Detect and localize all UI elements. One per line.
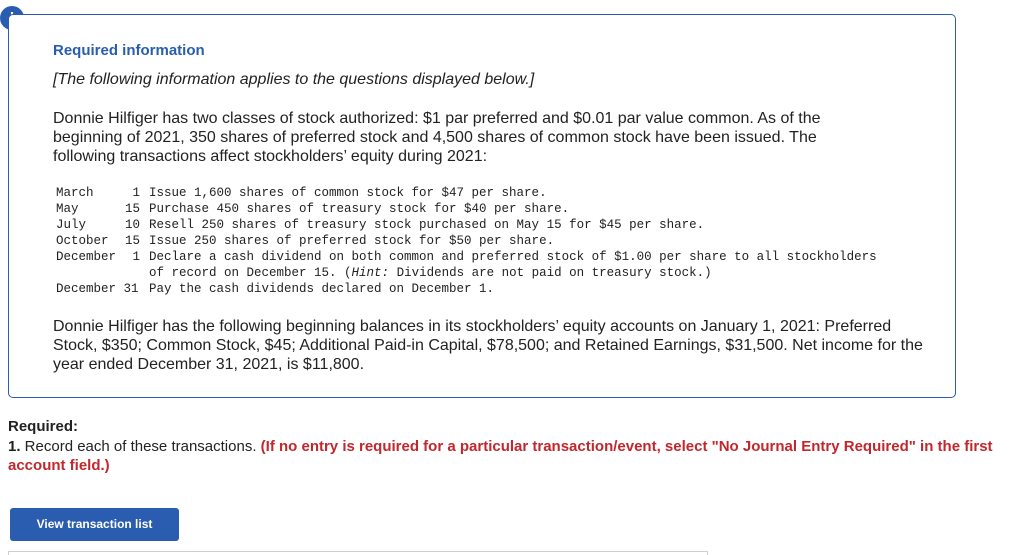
tx-month: May xyxy=(56,202,79,216)
transaction-row xyxy=(56,201,879,217)
tx-month: March xyxy=(56,186,94,200)
item-note: (If no entry is required for a particular transaction/event, select "No Journal Entry Required" in the first account field.) xyxy=(8,438,993,474)
required-information-panel xyxy=(8,14,956,398)
tx-description: Purchase 450 shares of treasury stock for $40 per share. xyxy=(149,202,570,216)
hint-label: Hint: xyxy=(351,266,390,280)
tx-description: Pay the cash dividends declared on December 1. xyxy=(149,282,495,296)
tx-description xyxy=(149,249,879,281)
info-paragraph-1: Donnie Hilfiger has two classes of stock authorized: $1 par preferred and $0.01 par value common. As of the beginning of 2021, 350 shares of preferred stock and 4,500 shares of common stock have been issued. The following transactions affect stockholders’ equity during 2021: xyxy=(53,110,821,165)
tx-day: 15 xyxy=(124,234,140,248)
journal-panel-edge xyxy=(8,551,708,555)
transaction-row xyxy=(56,217,879,233)
view-transaction-list-button[interactable]: View transaction list xyxy=(10,508,179,541)
tx-month: December 31 xyxy=(56,282,139,296)
info-paragraph-2: Donnie Hilfiger has the following beginning balances in its stockholders’ equity accounts on January 1, 2021: Preferred Stock, $350; Common Stock, $45; Additional Paid-in Capital, $78,500; and Retained Earnings, $31,500. Net income for the year ended December 31, 2021, is $11,800. xyxy=(53,318,923,373)
tx-day: 10 xyxy=(124,218,140,232)
tx-day: 1 xyxy=(132,250,140,264)
tx-month: October xyxy=(56,234,109,248)
required-item-1 xyxy=(8,437,1008,475)
required-heading: Required: xyxy=(8,418,79,435)
info-title: Required information xyxy=(53,42,205,59)
item-text: Record each of these transactions. xyxy=(20,438,261,455)
tx-desc-part: Dividends are not paid on treasury stock.) xyxy=(389,266,712,280)
tx-month: July xyxy=(56,218,87,232)
transaction-row xyxy=(56,185,879,201)
item-number: 1. xyxy=(8,438,21,455)
tx-desc-part: Declare a cash dividend on both common and preferred stock of $1.00 per share to all stockholders of record on December 15. ( xyxy=(149,250,877,280)
tx-description: Issue 1,600 shares of common stock for $47 per share. xyxy=(149,186,547,200)
transaction-row xyxy=(56,281,879,297)
tx-description: Issue 250 shares of preferred stock for $50 per share. xyxy=(149,234,555,248)
tx-day: 1 xyxy=(132,186,140,200)
transaction-row xyxy=(56,249,879,281)
transactions-table xyxy=(56,185,879,297)
tx-month: December xyxy=(56,250,117,264)
tx-description: Resell 250 shares of treasury stock purchased on May 15 for $45 per share. xyxy=(149,218,705,232)
transaction-row xyxy=(56,233,879,249)
info-intro: [The following information applies to the questions displayed below.] xyxy=(53,71,535,88)
tx-day: 15 xyxy=(124,202,140,216)
